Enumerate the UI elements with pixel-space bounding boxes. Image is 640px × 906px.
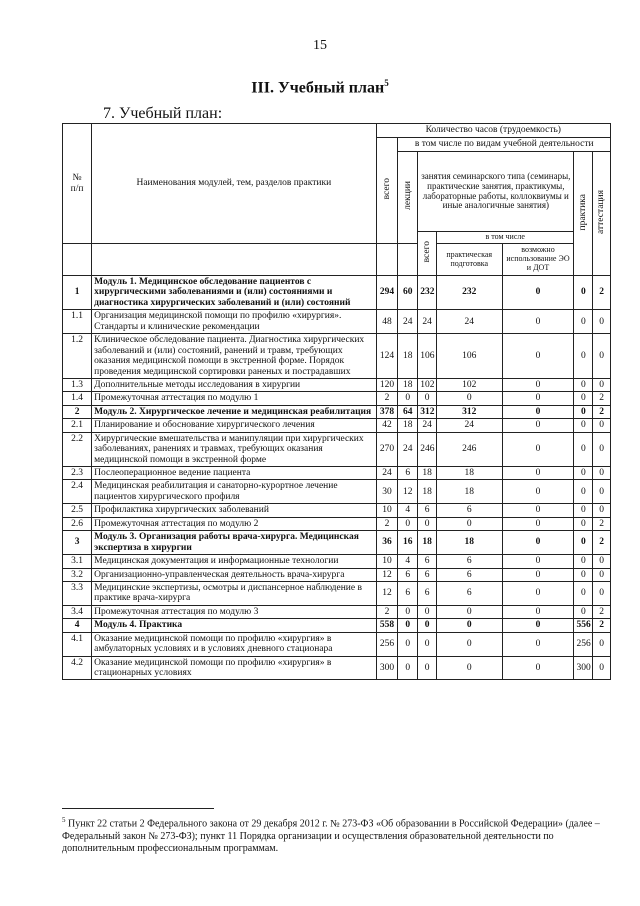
cell-total: 270 <box>376 432 398 466</box>
cell-lectures: 0 <box>398 656 418 680</box>
cell-sem-total: 0 <box>418 656 437 680</box>
cell-name: Организационно-управленческая деятельность врача-хирурга <box>92 568 376 581</box>
cell-practical: 6 <box>436 581 502 605</box>
cell-name: Модуль 4. Практика <box>92 619 376 632</box>
topic-row <box>63 392 611 405</box>
cell-attestation: 0 <box>593 656 611 680</box>
cell-total: 558 <box>376 619 398 632</box>
cell-attestation: 0 <box>593 555 611 568</box>
topic-row <box>63 517 611 530</box>
cell-distance: 0 <box>502 480 574 504</box>
cell-num: 3 <box>63 531 92 555</box>
cell-sem-total: 0 <box>418 605 437 618</box>
cell-sem-total: 6 <box>418 504 437 517</box>
cell-practice: 0 <box>574 605 593 618</box>
cell-attestation: 0 <box>593 467 611 480</box>
cell-attestation: 0 <box>593 378 611 391</box>
cell-practice: 0 <box>574 405 593 418</box>
cell-num: 1.2 <box>63 334 92 379</box>
cell-lectures: 6 <box>398 568 418 581</box>
header-name: Наименования модулей, тем, разделов практики <box>92 124 376 244</box>
module-row <box>63 531 611 555</box>
cell-name: Модуль 2. Хирургическое лечение и медицинская реабилитация <box>92 405 376 418</box>
footnote-text: Пункт 22 статьи 2 Федерального закона от 29 декабря 2012 г. № 273-ФЗ «Об образовании в Российской Федерации» (далее – Федеральный закон № 273-ФЗ); пункт 11 Порядка организации и осуществления образовательной деятельности по дополнительным профессиональным программам. <box>62 818 600 855</box>
cell-num: 2.3 <box>63 467 92 480</box>
cell-lectures: 0 <box>398 632 418 656</box>
section-title-text: III. Учебный план <box>251 79 385 97</box>
cell-total: 2 <box>376 517 398 530</box>
header-incl: в том числе <box>436 232 574 244</box>
cell-total: 24 <box>376 467 398 480</box>
cell-practice: 0 <box>574 581 593 605</box>
cell-name: Медицинские экспертизы, осмотры и диспансерное наблюдение в практике врача-хирурга <box>92 581 376 605</box>
topic-row <box>63 419 611 432</box>
topic-row <box>63 432 611 466</box>
cell-practice: 0 <box>574 334 593 379</box>
topic-row <box>63 504 611 517</box>
topic-row <box>63 467 611 480</box>
cell-practical: 312 <box>436 405 502 418</box>
header-practice-text: практика <box>578 193 589 231</box>
cell-practical: 0 <box>436 656 502 680</box>
cell-attestation: 0 <box>593 504 611 517</box>
cell-num: 2 <box>63 405 92 418</box>
section-title-footnote-mark: 5 <box>384 78 389 88</box>
cell-lectures: 18 <box>398 378 418 391</box>
cell-name: Промежуточная аттестация по модулю 3 <box>92 605 376 618</box>
cell-distance: 0 <box>502 568 574 581</box>
curriculum-table <box>62 123 611 680</box>
header-lectures-text: лекции <box>402 181 413 211</box>
cell-lectures: 24 <box>398 432 418 466</box>
cell-distance: 0 <box>502 517 574 530</box>
cell-practical: 6 <box>436 504 502 517</box>
cell-lectures: 0 <box>398 605 418 618</box>
cell-practice: 0 <box>574 310 593 334</box>
header-lectures-spacer <box>398 244 418 276</box>
cell-num: 1 <box>63 276 92 310</box>
cell-name: Промежуточная аттестация по модулю 1 <box>92 392 376 405</box>
cell-practical: 24 <box>436 310 502 334</box>
cell-num: 1.4 <box>63 392 92 405</box>
cell-distance: 0 <box>502 531 574 555</box>
table-caption: 7. Учебный план: <box>103 105 223 122</box>
cell-sem-total: 6 <box>418 581 437 605</box>
cell-attestation: 2 <box>593 392 611 405</box>
cell-name: Клиническое обследование пациента. Диагностика хирургических заболеваний и (или) состояний, ранений и травм, требующих оказания медицинской помощи в экстренной форме. Порядок проведения медицинской сортировки раненых и пострадавших <box>92 334 376 379</box>
cell-num: 4.2 <box>63 656 92 680</box>
cell-total: 124 <box>376 334 398 379</box>
curriculum-table-body <box>63 276 611 680</box>
cell-practice: 300 <box>574 656 593 680</box>
cell-lectures: 18 <box>398 334 418 379</box>
cell-name: Организация медицинской помощи по профилю «хирургия». Стандарты и клинические рекомендации <box>92 310 376 334</box>
header-num-spacer <box>63 244 92 276</box>
cell-practice: 0 <box>574 555 593 568</box>
cell-practice: 0 <box>574 568 593 581</box>
cell-practical: 102 <box>436 378 502 391</box>
cell-total: 36 <box>376 531 398 555</box>
cell-sem-total: 18 <box>418 531 437 555</box>
module-row <box>63 405 611 418</box>
cell-practical: 0 <box>436 619 502 632</box>
cell-lectures: 4 <box>398 504 418 517</box>
cell-distance: 0 <box>502 619 574 632</box>
cell-distance: 0 <box>502 276 574 310</box>
cell-lectures: 24 <box>398 310 418 334</box>
cell-attestation: 2 <box>593 276 611 310</box>
cell-lectures: 0 <box>398 619 418 632</box>
cell-practice: 0 <box>574 419 593 432</box>
cell-num: 3.4 <box>63 605 92 618</box>
cell-distance: 0 <box>502 392 574 405</box>
cell-distance: 0 <box>502 656 574 680</box>
cell-total: 10 <box>376 555 398 568</box>
cell-attestation: 2 <box>593 517 611 530</box>
cell-distance: 0 <box>502 467 574 480</box>
cell-distance: 0 <box>502 378 574 391</box>
cell-practical: 106 <box>436 334 502 379</box>
header-total <box>376 138 398 244</box>
cell-practice: 0 <box>574 432 593 466</box>
cell-sem-total: 18 <box>418 467 437 480</box>
cell-sem-total: 6 <box>418 568 437 581</box>
cell-total: 12 <box>376 568 398 581</box>
cell-name: Модуль 1. Медицинское обследование пациентов с хирургическими заболеваниями и (или) состояниями и диагностика хирургических заболеваний и (или) состояний <box>92 276 376 310</box>
cell-attestation: 0 <box>593 581 611 605</box>
cell-sem-total: 246 <box>418 432 437 466</box>
cell-num: 1.1 <box>63 310 92 334</box>
cell-sem-total: 24 <box>418 310 437 334</box>
cell-distance: 0 <box>502 504 574 517</box>
cell-attestation: 0 <box>593 632 611 656</box>
topic-row <box>63 378 611 391</box>
cell-distance: 0 <box>502 632 574 656</box>
header-attestation <box>593 152 611 276</box>
cell-attestation: 0 <box>593 568 611 581</box>
footnote-mark: 5 <box>62 816 66 824</box>
cell-sem-total: 0 <box>418 632 437 656</box>
cell-lectures: 60 <box>398 276 418 310</box>
cell-practical: 0 <box>436 632 502 656</box>
cell-practical: 232 <box>436 276 502 310</box>
header-distance: возможно использование ЭО и ДОТ <box>502 244 574 276</box>
cell-sem-total: 24 <box>418 419 437 432</box>
header-attestation-text: аттестация <box>596 189 607 234</box>
cell-total: 2 <box>376 605 398 618</box>
cell-distance: 0 <box>502 555 574 568</box>
cell-practical: 18 <box>436 531 502 555</box>
module-row <box>63 619 611 632</box>
cell-practice: 0 <box>574 531 593 555</box>
cell-practical: 0 <box>436 517 502 530</box>
header-sem-total-text: всего <box>421 241 432 263</box>
cell-name: Оказание медицинской помощи по профилю «хирургия» в амбулаторных условиях и в условиях дневного стационара <box>92 632 376 656</box>
cell-attestation: 2 <box>593 405 611 418</box>
cell-total: 48 <box>376 310 398 334</box>
cell-total: 300 <box>376 656 398 680</box>
cell-practice: 556 <box>574 619 593 632</box>
cell-practical: 246 <box>436 432 502 466</box>
cell-total: 10 <box>376 504 398 517</box>
cell-num: 2.1 <box>63 419 92 432</box>
header-total-spacer <box>376 244 398 276</box>
footnote <box>62 816 614 856</box>
header-name-spacer <box>92 244 376 276</box>
topic-row <box>63 555 611 568</box>
cell-attestation: 0 <box>593 480 611 504</box>
cell-name: Оказание медицинской помощи по профилю «хирургия» в стационарных условиях <box>92 656 376 680</box>
cell-attestation: 0 <box>593 419 611 432</box>
cell-practical: 0 <box>436 392 502 405</box>
cell-sem-total: 102 <box>418 378 437 391</box>
cell-sem-total: 6 <box>418 555 437 568</box>
cell-attestation: 2 <box>593 605 611 618</box>
cell-distance: 0 <box>502 310 574 334</box>
cell-num: 2.2 <box>63 432 92 466</box>
cell-lectures: 6 <box>398 581 418 605</box>
module-row <box>63 276 611 310</box>
cell-total: 30 <box>376 480 398 504</box>
cell-practice: 0 <box>574 480 593 504</box>
cell-practical: 18 <box>436 480 502 504</box>
cell-num: 3.2 <box>63 568 92 581</box>
topic-row <box>63 605 611 618</box>
cell-distance: 0 <box>502 419 574 432</box>
topic-row <box>63 480 611 504</box>
header-incl-activity: в том числе по видам учебной деятельности <box>398 138 611 152</box>
topic-row <box>63 310 611 334</box>
cell-practice: 0 <box>574 467 593 480</box>
cell-distance: 0 <box>502 405 574 418</box>
header-practice <box>574 152 593 276</box>
topic-row <box>63 568 611 581</box>
cell-name: Промежуточная аттестация по модулю 2 <box>92 517 376 530</box>
cell-name: Профилактика хирургических заболеваний <box>92 504 376 517</box>
cell-total: 294 <box>376 276 398 310</box>
cell-total: 120 <box>376 378 398 391</box>
cell-lectures: 6 <box>398 467 418 480</box>
cell-name: Послеоперационное ведение пациента <box>92 467 376 480</box>
cell-distance: 0 <box>502 581 574 605</box>
cell-sem-total: 0 <box>418 619 437 632</box>
cell-practical: 24 <box>436 419 502 432</box>
cell-attestation: 2 <box>593 531 611 555</box>
cell-num: 3.3 <box>63 581 92 605</box>
topic-row <box>63 581 611 605</box>
cell-total: 12 <box>376 581 398 605</box>
cell-sem-total: 18 <box>418 480 437 504</box>
cell-num: 3.1 <box>63 555 92 568</box>
cell-lectures: 18 <box>398 419 418 432</box>
header-seminar: занятия семинарского типа (семинары, практические занятия, практикумы, лабораторные работы, коллоквиумы и иные аналогичные занятия) <box>418 152 574 232</box>
cell-practice: 0 <box>574 276 593 310</box>
cell-practice: 0 <box>574 517 593 530</box>
cell-lectures: 16 <box>398 531 418 555</box>
cell-practical: 6 <box>436 555 502 568</box>
cell-name: Планирование и обоснование хирургического лечения <box>92 419 376 432</box>
cell-practical: 6 <box>436 568 502 581</box>
cell-num: 4.1 <box>63 632 92 656</box>
cell-lectures: 12 <box>398 480 418 504</box>
page-number: 15 <box>313 38 327 53</box>
cell-total: 256 <box>376 632 398 656</box>
cell-practical: 0 <box>436 605 502 618</box>
header-num: № п/п <box>63 124 92 244</box>
cell-lectures: 64 <box>398 405 418 418</box>
topic-row <box>63 334 611 379</box>
cell-lectures: 0 <box>398 392 418 405</box>
topic-row <box>63 632 611 656</box>
header-total-text: всего <box>381 178 392 200</box>
cell-sem-total: 106 <box>418 334 437 379</box>
cell-distance: 0 <box>502 605 574 618</box>
header-sem-total <box>418 232 437 276</box>
cell-sem-total: 312 <box>418 405 437 418</box>
cell-num: 2.5 <box>63 504 92 517</box>
cell-practice: 0 <box>574 504 593 517</box>
cell-total: 42 <box>376 419 398 432</box>
cell-attestation: 0 <box>593 310 611 334</box>
cell-name: Медицинская реабилитация и санаторно-курортное лечение пациентов хирургического профиля <box>92 480 376 504</box>
cell-sem-total: 0 <box>418 392 437 405</box>
cell-num: 4 <box>63 619 92 632</box>
section-title <box>0 78 640 97</box>
cell-attestation: 0 <box>593 432 611 466</box>
cell-lectures: 0 <box>398 517 418 530</box>
cell-practice: 0 <box>574 392 593 405</box>
cell-name: Медицинская документация и информационные технологии <box>92 555 376 568</box>
footnote-separator <box>62 808 214 809</box>
header-lectures <box>398 152 418 244</box>
cell-practice: 0 <box>574 378 593 391</box>
cell-attestation: 0 <box>593 334 611 379</box>
cell-num: 2.4 <box>63 480 92 504</box>
cell-total: 2 <box>376 392 398 405</box>
cell-distance: 0 <box>502 334 574 379</box>
cell-sem-total: 232 <box>418 276 437 310</box>
cell-distance: 0 <box>502 432 574 466</box>
cell-practice: 256 <box>574 632 593 656</box>
cell-lectures: 4 <box>398 555 418 568</box>
cell-attestation: 2 <box>593 619 611 632</box>
cell-num: 2.6 <box>63 517 92 530</box>
cell-name: Дополнительные методы исследования в хирургии <box>92 378 376 391</box>
topic-row <box>63 656 611 680</box>
cell-sem-total: 0 <box>418 517 437 530</box>
cell-num: 1.3 <box>63 378 92 391</box>
cell-total: 378 <box>376 405 398 418</box>
cell-practical: 18 <box>436 467 502 480</box>
cell-name: Хирургические вмешательства и манипуляции при хирургических заболеваниях, ранениях и травмах, требующих оказания медицинской помощи в экстренной форме <box>92 432 376 466</box>
header-practical: практическая подготовка <box>436 244 502 276</box>
cell-name: Модуль 3. Организация работы врача-хирурга. Медицинская экспертиза в хирургии <box>92 531 376 555</box>
header-hours-total: Количество часов (трудоемкость) <box>376 124 610 138</box>
